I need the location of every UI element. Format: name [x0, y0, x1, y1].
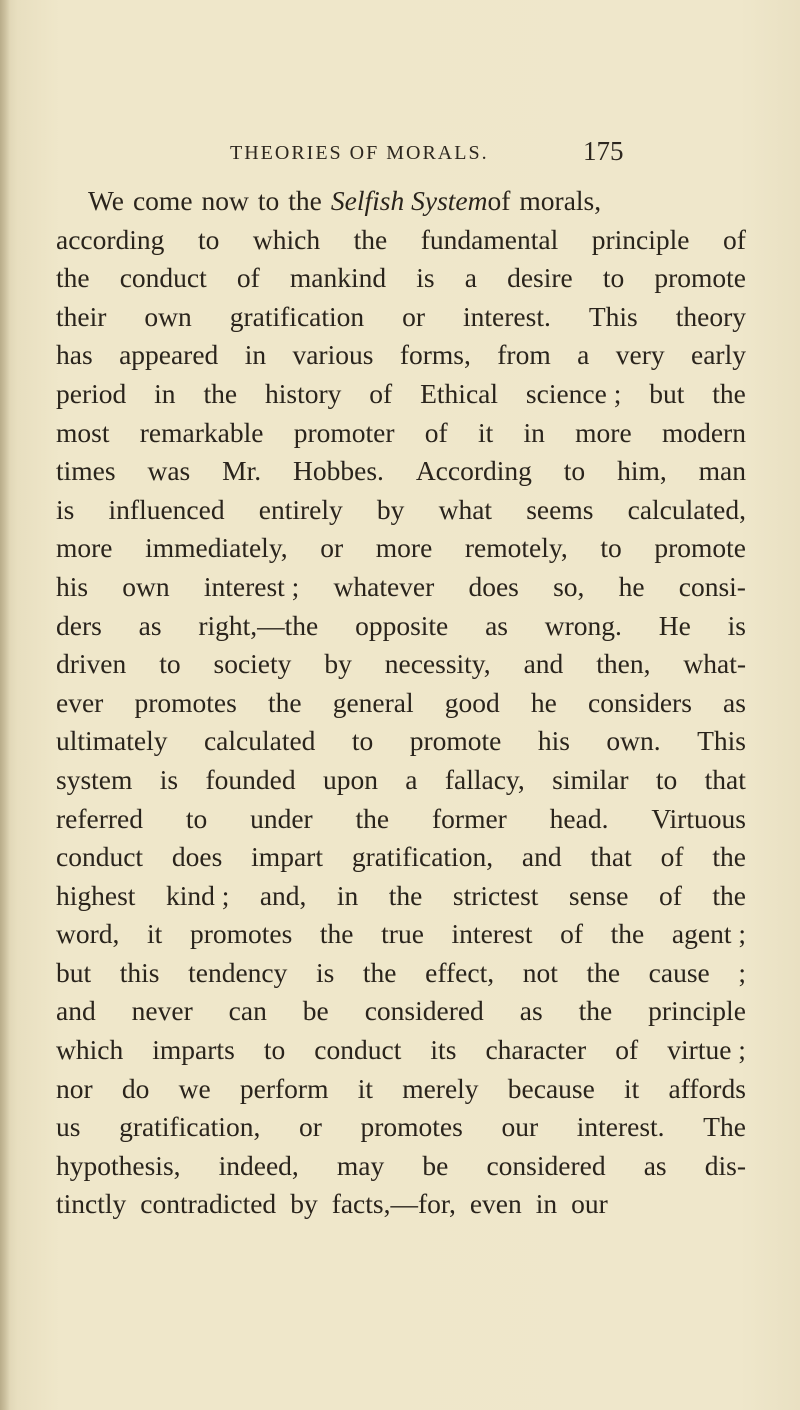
text-line	[56, 529, 746, 568]
word: opposite	[355, 609, 449, 641]
word: as	[485, 609, 508, 641]
word: tendency	[188, 956, 288, 988]
word: and	[523, 648, 564, 680]
word: driven	[56, 648, 127, 680]
word: According	[415, 455, 532, 487]
word: conduct	[56, 841, 144, 873]
word: wrong.	[544, 609, 622, 641]
word: it	[357, 1072, 373, 1104]
text-line	[56, 259, 746, 298]
word: whatever	[333, 570, 435, 602]
word: more	[575, 416, 632, 448]
word: interest ;	[203, 570, 300, 602]
word: of	[487, 185, 511, 216]
word: facts,—for,	[331, 1188, 456, 1220]
word: the	[712, 841, 746, 873]
word: what-	[683, 648, 746, 680]
word: the	[388, 879, 423, 911]
word: calculated,	[627, 493, 746, 525]
text-line	[56, 336, 746, 375]
text-line	[56, 992, 746, 1031]
text-line	[56, 375, 746, 414]
word: of	[424, 416, 448, 448]
word: modern	[661, 416, 746, 448]
word: remarkable	[139, 416, 264, 448]
word: does	[468, 570, 519, 602]
word: the	[712, 879, 746, 911]
word: gratification	[229, 300, 365, 332]
word: as	[138, 609, 162, 641]
text-line	[56, 1147, 746, 1186]
word: never	[131, 995, 193, 1027]
word: of	[660, 841, 684, 873]
word: science ;	[525, 377, 622, 409]
word: the	[319, 918, 354, 950]
word: morals,	[519, 185, 602, 216]
word: according	[56, 223, 165, 255]
word: because	[507, 1072, 595, 1104]
word: times	[56, 455, 116, 487]
word: considered	[364, 995, 484, 1027]
page-gutter-shadow	[0, 0, 10, 1410]
word: the	[355, 802, 390, 834]
word: this	[119, 956, 160, 988]
word: dis-	[704, 1149, 746, 1181]
word: to	[197, 223, 220, 255]
word: and	[56, 995, 96, 1027]
word: period	[56, 377, 127, 409]
word: is	[315, 956, 335, 988]
text-line	[56, 761, 746, 800]
word: He	[658, 609, 691, 641]
word: in	[154, 377, 176, 409]
word: promote	[654, 262, 746, 294]
word: head.	[549, 802, 609, 834]
word: various	[292, 339, 374, 371]
word: calculated	[203, 725, 316, 757]
word: to	[602, 262, 625, 294]
word: conduct	[119, 262, 207, 294]
word: may	[336, 1149, 385, 1181]
word: sense	[568, 879, 629, 911]
word: the	[578, 995, 613, 1027]
word: agent ;	[671, 918, 746, 950]
word: ders	[56, 609, 102, 641]
text-line	[56, 298, 746, 337]
word: and,	[259, 879, 307, 911]
word: character	[485, 1034, 587, 1066]
word: to	[655, 763, 678, 795]
word: does	[171, 841, 223, 873]
word: in	[535, 1188, 558, 1220]
word: former	[432, 802, 507, 834]
text-line	[56, 491, 746, 530]
text-line	[56, 221, 746, 260]
word: more	[56, 532, 113, 564]
word: do	[121, 1072, 150, 1104]
text-line	[56, 877, 746, 916]
word: gratification,	[119, 1111, 261, 1143]
word: promotes	[360, 1111, 463, 1143]
word: us	[56, 1111, 81, 1143]
word: it	[147, 918, 163, 950]
text-line	[56, 1031, 746, 1070]
word: ;	[738, 956, 746, 988]
word: impart	[251, 841, 323, 873]
word: promote	[409, 725, 502, 757]
word: promotes	[189, 918, 293, 950]
word: forms,	[399, 339, 471, 371]
word: under	[250, 802, 313, 834]
word: early	[691, 339, 746, 371]
word: remotely,	[464, 532, 568, 564]
word: he	[530, 686, 557, 718]
word: cause	[648, 956, 710, 988]
word: a	[577, 339, 590, 371]
word: as	[643, 1149, 667, 1181]
word: similar	[552, 763, 629, 795]
word: of	[723, 223, 746, 255]
word: own	[122, 570, 170, 602]
word: nor	[56, 1072, 93, 1104]
word: even	[469, 1188, 522, 1220]
word: so,	[553, 570, 585, 602]
word: merely	[402, 1072, 479, 1104]
word: influenced	[108, 493, 225, 525]
text-line	[56, 568, 746, 607]
word: in	[336, 879, 359, 911]
word: affords	[668, 1072, 746, 1104]
word: kind ;	[165, 879, 230, 911]
word: is	[159, 763, 179, 795]
word: the	[610, 918, 645, 950]
word: that	[590, 841, 632, 873]
word: to	[263, 1034, 286, 1066]
page-number: 175	[583, 136, 624, 166]
word: which	[56, 1034, 124, 1066]
word: promoter	[293, 416, 395, 448]
word: very	[615, 339, 665, 371]
text-line	[56, 1108, 746, 1147]
word: can	[228, 995, 267, 1027]
word: now	[201, 185, 249, 216]
word: hypothesis,	[56, 1149, 181, 1181]
text-line	[56, 645, 746, 684]
word: immediately,	[145, 532, 288, 564]
word: but	[649, 377, 685, 409]
word: considers	[588, 686, 692, 718]
word: be	[422, 1149, 449, 1181]
word: is	[416, 262, 435, 294]
text-line	[56, 915, 746, 954]
word: indeed,	[218, 1149, 299, 1181]
text-line	[56, 182, 746, 221]
word: to	[563, 455, 586, 487]
word: effect,	[425, 956, 495, 988]
word: man	[698, 455, 746, 487]
text-line	[56, 954, 746, 993]
word: consi-	[678, 570, 746, 602]
word: right,—the	[198, 609, 319, 641]
word: is	[56, 493, 75, 525]
word: by	[290, 1188, 318, 1220]
text-line	[56, 722, 746, 761]
word: as	[723, 686, 746, 718]
word: the	[203, 377, 238, 409]
word: virtue ;	[667, 1034, 746, 1066]
word: appeared	[119, 339, 219, 371]
word: by	[376, 493, 405, 525]
word: tinctly	[56, 1188, 127, 1220]
word: theory	[675, 300, 746, 332]
word: mankind	[289, 262, 387, 294]
word: is	[727, 609, 746, 641]
word: necessity,	[384, 648, 491, 680]
word: true	[381, 918, 424, 950]
word: The	[703, 1111, 746, 1143]
word: the	[353, 223, 388, 255]
word: of	[236, 262, 260, 294]
word: seems	[526, 493, 594, 525]
word: that	[704, 763, 746, 795]
word: referred	[56, 802, 143, 834]
word: interest.	[463, 300, 551, 332]
word: the	[56, 262, 90, 294]
word: his	[56, 570, 89, 602]
body-text	[56, 182, 746, 1224]
word: promote	[654, 532, 746, 564]
word: interest	[451, 918, 533, 950]
word: the	[288, 185, 322, 216]
word: promotes	[134, 686, 237, 718]
word: or	[402, 300, 426, 332]
word: principle	[591, 223, 690, 255]
text-line	[56, 684, 746, 723]
word: come	[132, 185, 193, 216]
word: gratification,	[351, 841, 494, 873]
word: he	[618, 570, 645, 602]
word: to	[600, 532, 622, 564]
word: has	[56, 339, 93, 371]
word: of	[615, 1034, 639, 1066]
text-line	[56, 452, 746, 491]
word: perform	[239, 1072, 329, 1104]
word: it	[477, 416, 494, 448]
word: we	[178, 1072, 211, 1104]
word: or	[298, 1111, 322, 1143]
word: ever	[56, 686, 104, 718]
word: own.	[606, 725, 661, 757]
word: of	[560, 918, 584, 950]
word: as	[519, 995, 543, 1027]
word: This	[697, 725, 746, 757]
text-line	[56, 607, 746, 646]
word: highest	[56, 879, 136, 911]
word: fundamental	[420, 223, 559, 255]
word: Mr.	[222, 455, 262, 487]
word: Hobbes.	[293, 455, 384, 487]
word: We	[88, 185, 124, 216]
word: which	[252, 223, 321, 255]
word: fallacy,	[444, 763, 525, 795]
word: upon	[322, 763, 378, 795]
text-line	[56, 838, 746, 877]
word: a	[405, 763, 418, 795]
word: by	[324, 648, 352, 680]
word: to	[257, 185, 280, 216]
word: considered	[486, 1149, 606, 1181]
word: system	[56, 763, 133, 795]
word: to	[159, 648, 181, 680]
word: Selfish System	[330, 185, 488, 216]
word: conduct	[314, 1034, 402, 1066]
word: most	[56, 416, 110, 448]
word: their	[56, 300, 107, 332]
word: then,	[596, 648, 651, 680]
word: the	[362, 956, 397, 988]
word: but	[56, 956, 92, 988]
word: principle	[648, 995, 746, 1027]
word: be	[302, 995, 329, 1027]
word: or	[320, 532, 344, 564]
word: society	[213, 648, 292, 680]
word: it	[624, 1072, 640, 1104]
text-line	[56, 1070, 746, 1109]
word: imparts	[152, 1034, 235, 1066]
word: in	[244, 339, 267, 371]
word: him,	[617, 455, 667, 487]
word: to	[185, 802, 208, 834]
word: our	[571, 1188, 608, 1220]
word: its	[430, 1034, 457, 1066]
text-line	[56, 414, 746, 453]
word: our	[501, 1111, 539, 1143]
word: strictest	[452, 879, 539, 911]
word: Ethical	[420, 377, 498, 409]
word: a	[464, 262, 477, 294]
running-head: THEORIES OF MORALS.	[230, 142, 489, 164]
word: from	[497, 339, 551, 371]
word: to	[351, 725, 374, 757]
word: Virtuous	[651, 802, 746, 834]
word: the	[267, 686, 302, 718]
word: own	[144, 300, 192, 332]
word: and	[521, 841, 562, 873]
word: interest.	[576, 1111, 665, 1143]
word: in	[523, 416, 545, 448]
word: general	[332, 686, 414, 718]
word: of	[369, 377, 393, 409]
word: good	[444, 686, 500, 718]
word: This	[588, 300, 638, 332]
word: his	[537, 725, 570, 757]
word: more	[375, 532, 433, 564]
word: contradicted	[140, 1188, 277, 1220]
word: was	[147, 455, 191, 487]
word: what	[438, 493, 493, 525]
word: the	[712, 377, 746, 409]
word: entirely	[258, 493, 343, 525]
word: founded	[205, 763, 296, 795]
text-line	[56, 1185, 746, 1224]
word: history	[264, 377, 342, 409]
word: desire	[507, 262, 573, 294]
word: word,	[56, 918, 120, 950]
text-line	[56, 800, 746, 839]
word: ultimately	[56, 725, 168, 757]
word: not	[522, 956, 558, 988]
word: of	[658, 879, 682, 911]
word: the	[586, 956, 621, 988]
